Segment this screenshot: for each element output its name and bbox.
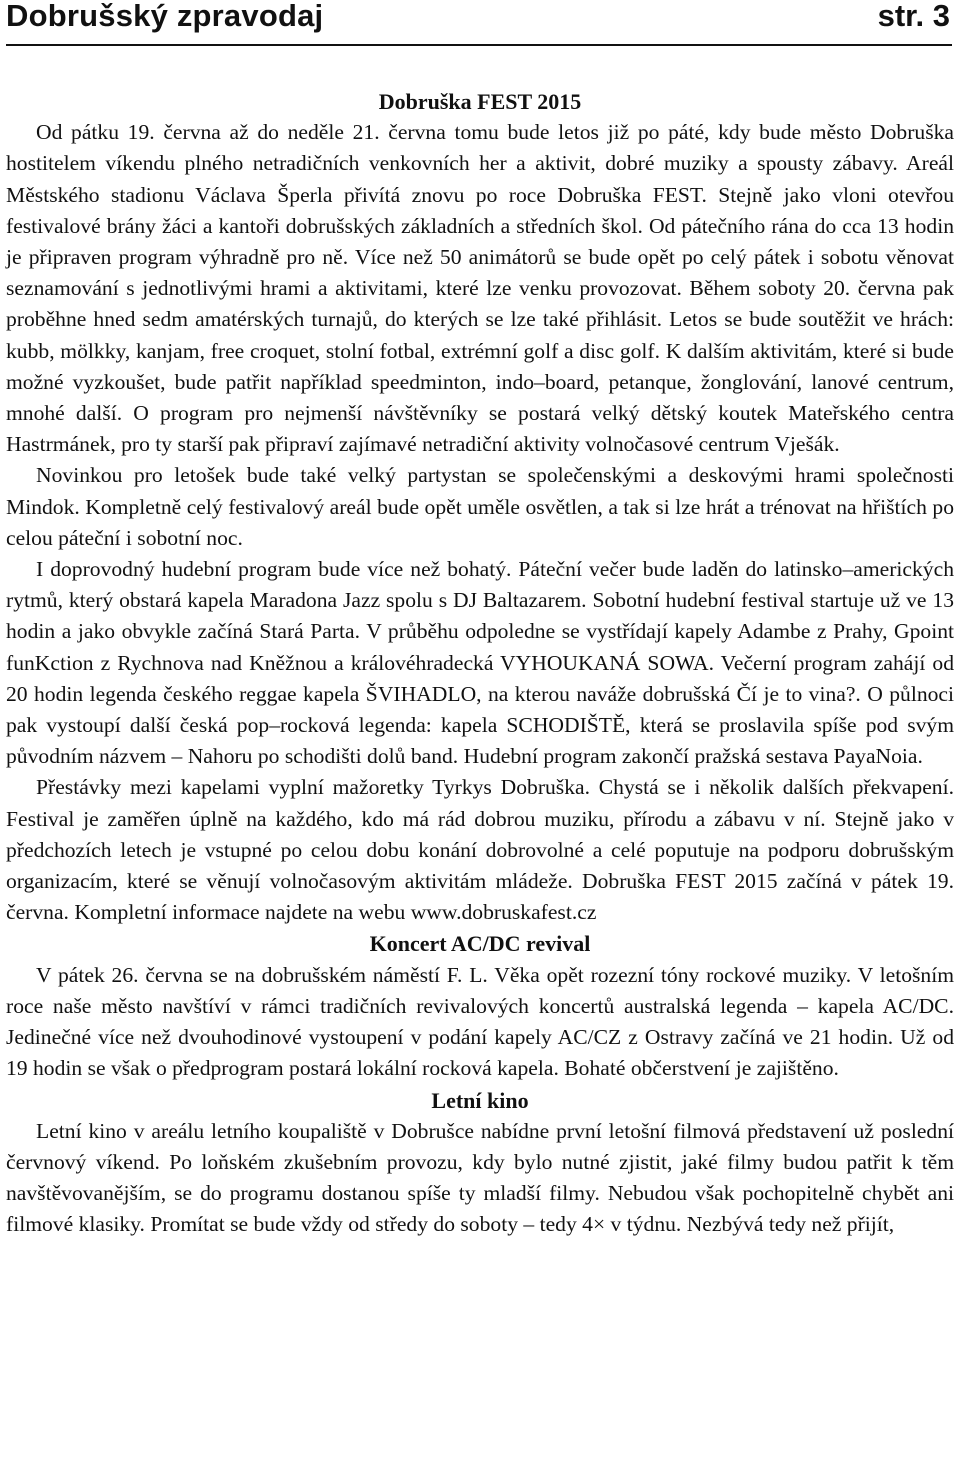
article-letni-kino <box>6 1085 954 1241</box>
article-heading: Letní kino <box>431 1087 529 1113</box>
article-dobruska-fest <box>6 86 954 928</box>
article-heading: Dobruška FEST 2015 <box>378 89 582 114</box>
page-number: str. 3 <box>877 0 950 33</box>
article-paragraph: Od pátku 19. června až do neděle 21. června tomu bude letos již po páté, kdy bude město Dobruška hostitelem víkendu plného netradičních venkovních her a aktivit, dobré muziky a spousty zábavy. Areál Městského stadionu Václava Šperla přivítá znovu po roce Dobruška FEST. Stejně jako vloni otevřou festivalové brány žáci a kantoři dobrušských základních a středních škol. Od pátečního rána do cca 13 hodin je připraven program výhradně pro ně. Více než 50 animátorů se bude opět po celý pátek i sobotu věnovat seznamování s jednotlivými hrami a aktivitami, které lze venku provozovat. Během soboty 20. června pak proběhne hned sedm amatérských turnajů, do kterých se lze také přihlásit. Letos se bude soutěžit ve hrách: kubb, mölkky, kanjam, free croquet, stolní fotbal, extrémní golf a disc golf. K dalším aktivitám, které si bude možné vyzkoušet, bude patřit například speedminton, indo–board, petanque, žonglování, lanové centrum, mnohé další. O program pro nejmenší návštěvníky se postará velký dětský koutek Mateřského centra Hastrmánek, pro ty starší pak připraví zajímavé netradiční aktivity volnočasové centrum Vješák. <box>6 120 954 457</box>
article-heading: Koncert AC/DC revival <box>369 931 591 957</box>
article-paragraph: V pátek 26. června se na dobrušském náměstí F. L. Věka opět rozezní tóny rockové muziky. V letošním roce naše město navštíví v rámci tradičních revivalových koncertů australská legenda – kapela AC/DC. Jedinečné více než dvouhodinové vystoupení v podání kapely AC/CZ z Ostravy začíná ve 21 hodin. Už od 19 hodin se však o předprogram postará lokální rocková kapela. Bohaté občerstvení je zajištěno. <box>6 962 954 1081</box>
article-acdc-concert <box>6 928 954 1084</box>
article-paragraph: Letní kino v areálu letního koupaliště v Dobrušce nabídne první letošní filmová představení už poslední červnový víkend. Po loňském zkušebním provozu, kdy bylo nutné zjistit, jaké filmy budou patřit k těm navštěvovanějším, se do programu dostanou spíše ty mladší filmy. Nebudou však pochopitelně chybět ani filmové klasiky. Promítat se bude vždy od středy do soboty – tedy 4× v týdnu. Nezbývá tedy než přijít, <box>6 1118 954 1237</box>
article-paragraph: Novinkou pro letošek bude také velký partystan se společenskými a deskovými hrami společnosti Mindok. Kompletně celý festivalový areál bude opět uměle osvětlen, a tak si lze hrát a trénovat na hřištích po celou páteční i sobotní noc. <box>6 463 954 550</box>
article-paragraph: I doprovodný hudební program bude více než bohatý. Páteční večer bude laděn do latinsko–amerických rytmů, který obstará kapela Maradona Jazz spolu s DJ Baltazarem. Sobotní hudební festival startuje už ve 13 hodin a jako obvykle začíná Stará Parta. V průběhu odpoledne se vystřídají kapely Adambe z Prahy, Gpoint funKction z Rychnova nad Kněžnou a královéhradecká VYHOUKANÁ SOWA. Večerní program zahájí od 20 hodin legenda českého reggae kapela ŠVIHADLO, na kterou naváže dobrušská Čí je to vina?. O půlnoci pak vystoupí další česká pop–rocková legenda: kapela SCHODIŠTĚ, která se proslavila spíše pod svým původním názvem – Nahoru po schodišti dolů band. Hudební program zakončí pražská sestava PayaNoia. <box>6 557 954 769</box>
publication-title: Dobrušský zpravodaj <box>6 0 324 33</box>
page-header <box>6 0 952 46</box>
article-paragraph: Přestávky mezi kapelami vyplní mažoretky Tyrkys Dobruška. Chystá se i několik dalších překvapení. Festival je zaměřen úplně na každého, kdo má rád dobrou muziku, přírodu a zábavu v ní. Stejně jako v předchozích letech je vstupné po celou dobu konání dobrovolné a celé poputuje na podporu dobrušským organizacím, které se věnují volnočasovým aktivitám mládeže. Dobruška FEST 2015 začíná v pátek 19. června. Kompletní informace najdete na webu www.dobruskafest.cz <box>6 775 954 925</box>
